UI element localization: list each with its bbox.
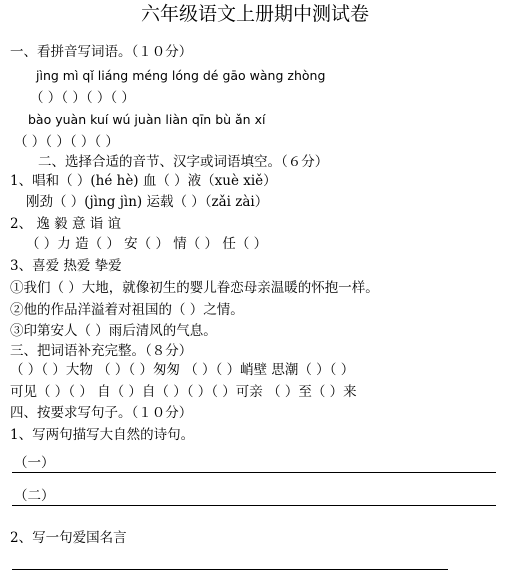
q3-row-1: （ ）（ ）大物 （ ）（ ）匆匆 （ ）（ ）峭壁 思潮（ ）（ ） <box>10 362 355 378</box>
q2-row-1: 1、唱和（ ）(hé hè) 血（ ）液（xuè xiě） <box>10 173 277 189</box>
section-4-heading: 四、按要求写句子。（１０分） <box>10 405 193 421</box>
page-title: 六年级语文上册期中测试卷 <box>140 3 369 25</box>
answer-line-1-label: （一） <box>14 455 55 471</box>
q2-row-5: 3、喜爱 热爱 挚爱 <box>10 258 122 274</box>
q2-row-4: （ ）力 造（ ） 安（ ） 情（ ） 任（ ） <box>26 236 268 252</box>
q2-row-7: ②他的作品洋溢着对祖国的（ ）之情。 <box>10 302 244 318</box>
answer-rule-1 <box>12 472 496 473</box>
answer-rule-2 <box>12 505 496 506</box>
q4-item-1: 1、写两句描写大自然的诗句。 <box>10 427 195 443</box>
q3-row-2: 可见（ ）（ ） 自（ ）自（ ）（ ）（ ）可亲 （ ）至（ ）来 <box>10 384 357 400</box>
blank-row-1: （ ）（ ）（ ）（ ） <box>30 90 135 106</box>
q2-row-3: 2、 逸 毅 意 诣 谊 <box>10 216 122 232</box>
section-3-heading: 三、把词语补充完整。（８分） <box>10 343 193 359</box>
section-1-heading: 一、看拼音写词语。（１０分） <box>10 44 193 60</box>
answer-line-2-label: （二） <box>14 488 55 504</box>
q2-row-6: ①我们（ ）大地，就像初生的婴儿眷恋母亲温暖的怀抱一样。 <box>10 280 379 296</box>
pinyin-row-1: jìng mì qǐ liáng méng lóng dé gāo wàng zhòng <box>36 68 326 83</box>
pinyin-row-2: bào yuàn kuí wú juàn liàn qīn bù ǎn xí <box>28 112 266 127</box>
answer-rule-3 <box>12 569 448 570</box>
q4-item-2: 2、写一句爱国名言 <box>10 530 127 546</box>
blank-row-2: （ ）（ ）（ ）（ ） <box>14 134 119 150</box>
section-2-heading: 二、选择合适的音节、汉字或词语填空。（６分） <box>38 154 329 170</box>
q2-row-8: ③印第安人（ ）雨后清风的气息。 <box>10 323 217 339</box>
q2-row-2: 刚劲（ ）(jìng jìn) 运载（ ）（zǎi zài） <box>26 194 269 210</box>
